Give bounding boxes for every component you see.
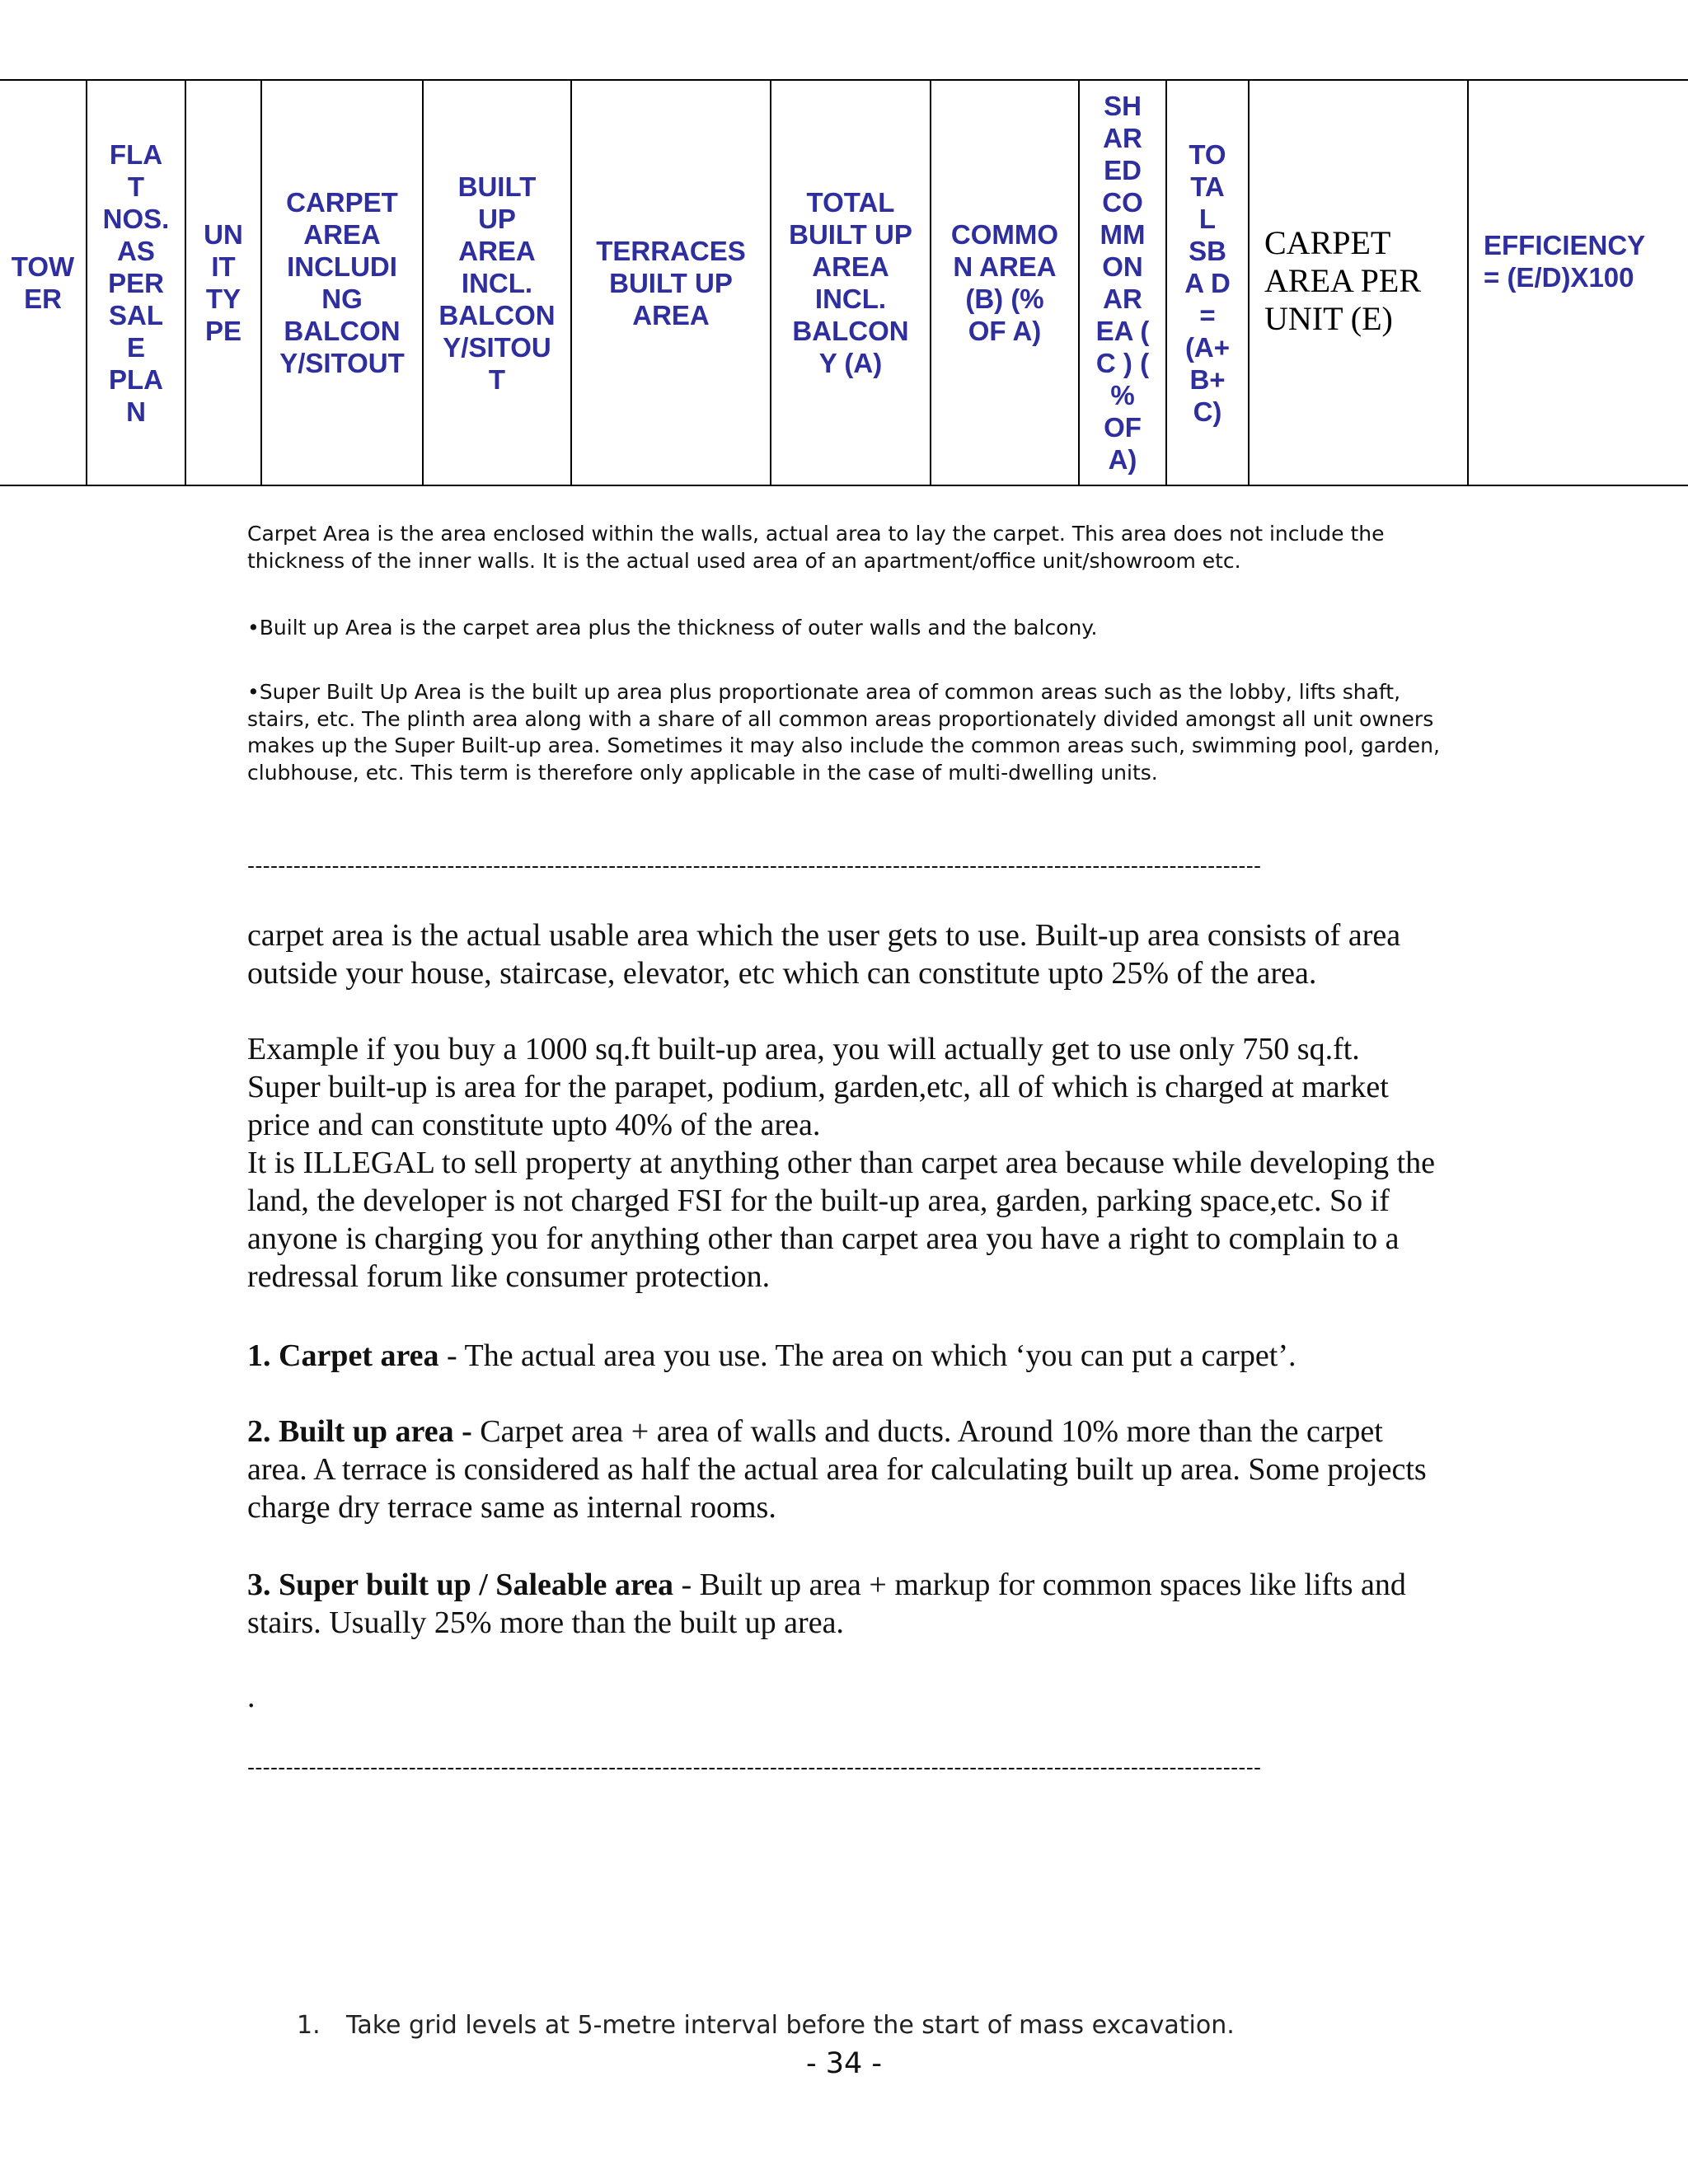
item-super-built-up	[247, 1566, 1451, 1642]
definition-super-built-up-area: •Super Built Up Area is the built up area plus proportionate area of common areas such as the lobby, lifts shaft, stairs, etc. The plinth area along with a share of all common areas proportionately divided amongst all unit owners makes up the Super Built-up area. Sometimes it may also include the common areas such, swimming pool, garden, clubhouse, etc. This term is therefore only applicable in the case of multi-dwelling units.	[247, 680, 1440, 785]
dot-text: .	[247, 1680, 256, 1714]
col-tower-label: TOW ER	[11, 251, 75, 314]
col-shared-common-area	[1080, 81, 1167, 485]
col-shared-common-area-label: SH AR ED CO MM ON AR EA ( C ) ( % OF A)	[1095, 91, 1150, 475]
definition-built-up-area: •Built up Area is the carpet area plus the thickness of outer walls and the balcony.	[247, 616, 1098, 640]
item-carpet-area-text: - The actual area you use. The area on which ‘you can put a carpet’.	[438, 1338, 1296, 1373]
col-flat-nos	[87, 81, 186, 485]
item-built-up-area	[247, 1413, 1451, 1526]
list-item-number: 1.	[297, 2011, 321, 2040]
col-built-up-area-label: BUILT UP AREA INCL. BALCON Y/SITOU T	[438, 171, 556, 395]
paragraph-super-built-up: Super built-up is area for the parapet, podium, garden,etc, all of which is charged at market price and can constitute upto 40% of the area.	[247, 1070, 1389, 1142]
col-total-sba	[1167, 81, 1250, 485]
col-total-built-up-label: TOTAL BUILT UP AREA INCL. BALCON Y (A)	[789, 187, 912, 378]
col-flat-nos-label: FLA T NOS. AS PER SAL E PLA N	[102, 138, 170, 427]
separator-line-2: ------------------------------------------------------------------------------------------------------------------------------------	[247, 1755, 1262, 1779]
col-unit-type-label: UN IT TY PE	[204, 219, 243, 346]
item-built-up-area-title: 2. Built up area -	[247, 1414, 472, 1449]
list-item-grid-levels	[297, 2011, 1235, 2040]
item-carpet-area	[247, 1337, 1451, 1375]
col-tower	[0, 81, 87, 485]
col-unit-type	[186, 81, 262, 485]
col-terraces-label: TERRACES BUILT UP AREA	[596, 235, 746, 330]
separator-line: ------------------------------------------------------------------------------------------------------------------------------------	[247, 854, 1262, 878]
col-common-area	[931, 81, 1080, 485]
col-efficiency	[1469, 81, 1688, 485]
col-total-sba-label: TO TA L SB A D = (A+ B+ C)	[1184, 138, 1231, 427]
col-carpet-area-per-unit-label: CARPET AREA PER UNIT (E)	[1264, 224, 1422, 337]
col-efficiency-label: EFFICIENCY = (E/D)X100	[1484, 230, 1646, 293]
col-terraces	[572, 81, 771, 485]
col-total-built-up	[771, 81, 931, 485]
definition-carpet-area: Carpet Area is the area enclosed within the walls, actual area to lay the carpet. This area does not include the thickness of the inner walls. It is the actual used area of an apartment/office unit/showroom etc.	[247, 522, 1385, 573]
item-super-built-up-title: 3. Super built up / Saleable area	[247, 1568, 673, 1602]
col-carpet-area-per-unit	[1250, 81, 1469, 485]
col-carpet-area-label: CARPET AREA INCLUDI NG BALCON Y/SITOUT	[279, 187, 405, 378]
header-table	[0, 79, 1688, 486]
col-carpet-area	[262, 81, 424, 485]
item-super-built-up-text: - Built up area + markup for common spaces like lifts and stairs. Usually 25% more than the built up area.	[247, 1568, 1406, 1640]
col-common-area-label: COMMO N AREA (B) (% OF A)	[950, 219, 1059, 346]
paragraph-illegal: It is ILLEGAL to sell property at anything other than carpet area because while developing the land, the developer is not charged FSI for the built-up area, garden, parking space,etc. So if anyone is charging you for anything other than carpet area you have a right to complain to a redressal forum like consumer protection.	[247, 1146, 1436, 1294]
item-built-up-area-text: Carpet area + area of walls and ducts. Around 10% more than the carpet area. A terrace is considered as half the actual area for calculating built up area. Some projects charge dry terrace same as internal rooms.	[247, 1414, 1427, 1525]
paragraph-example: Example if you buy a 1000 sq.ft built-up area, you will actually get to use only 750 sq.ft.	[247, 1032, 1360, 1066]
page-number: - 34 -	[805, 2047, 883, 2080]
col-built-up-area	[424, 81, 572, 485]
item-carpet-area-title: 1. Carpet area	[247, 1338, 439, 1373]
list-item-text: Take grid levels at 5-metre interval before the start of mass excavation.	[346, 2011, 1235, 2040]
paragraph-carpet-usable: carpet area is the actual usable area which the user gets to use. Built-up area consists of area outside your house, staircase, elevator, etc which can constitute upto 25% of the area.	[247, 918, 1401, 991]
